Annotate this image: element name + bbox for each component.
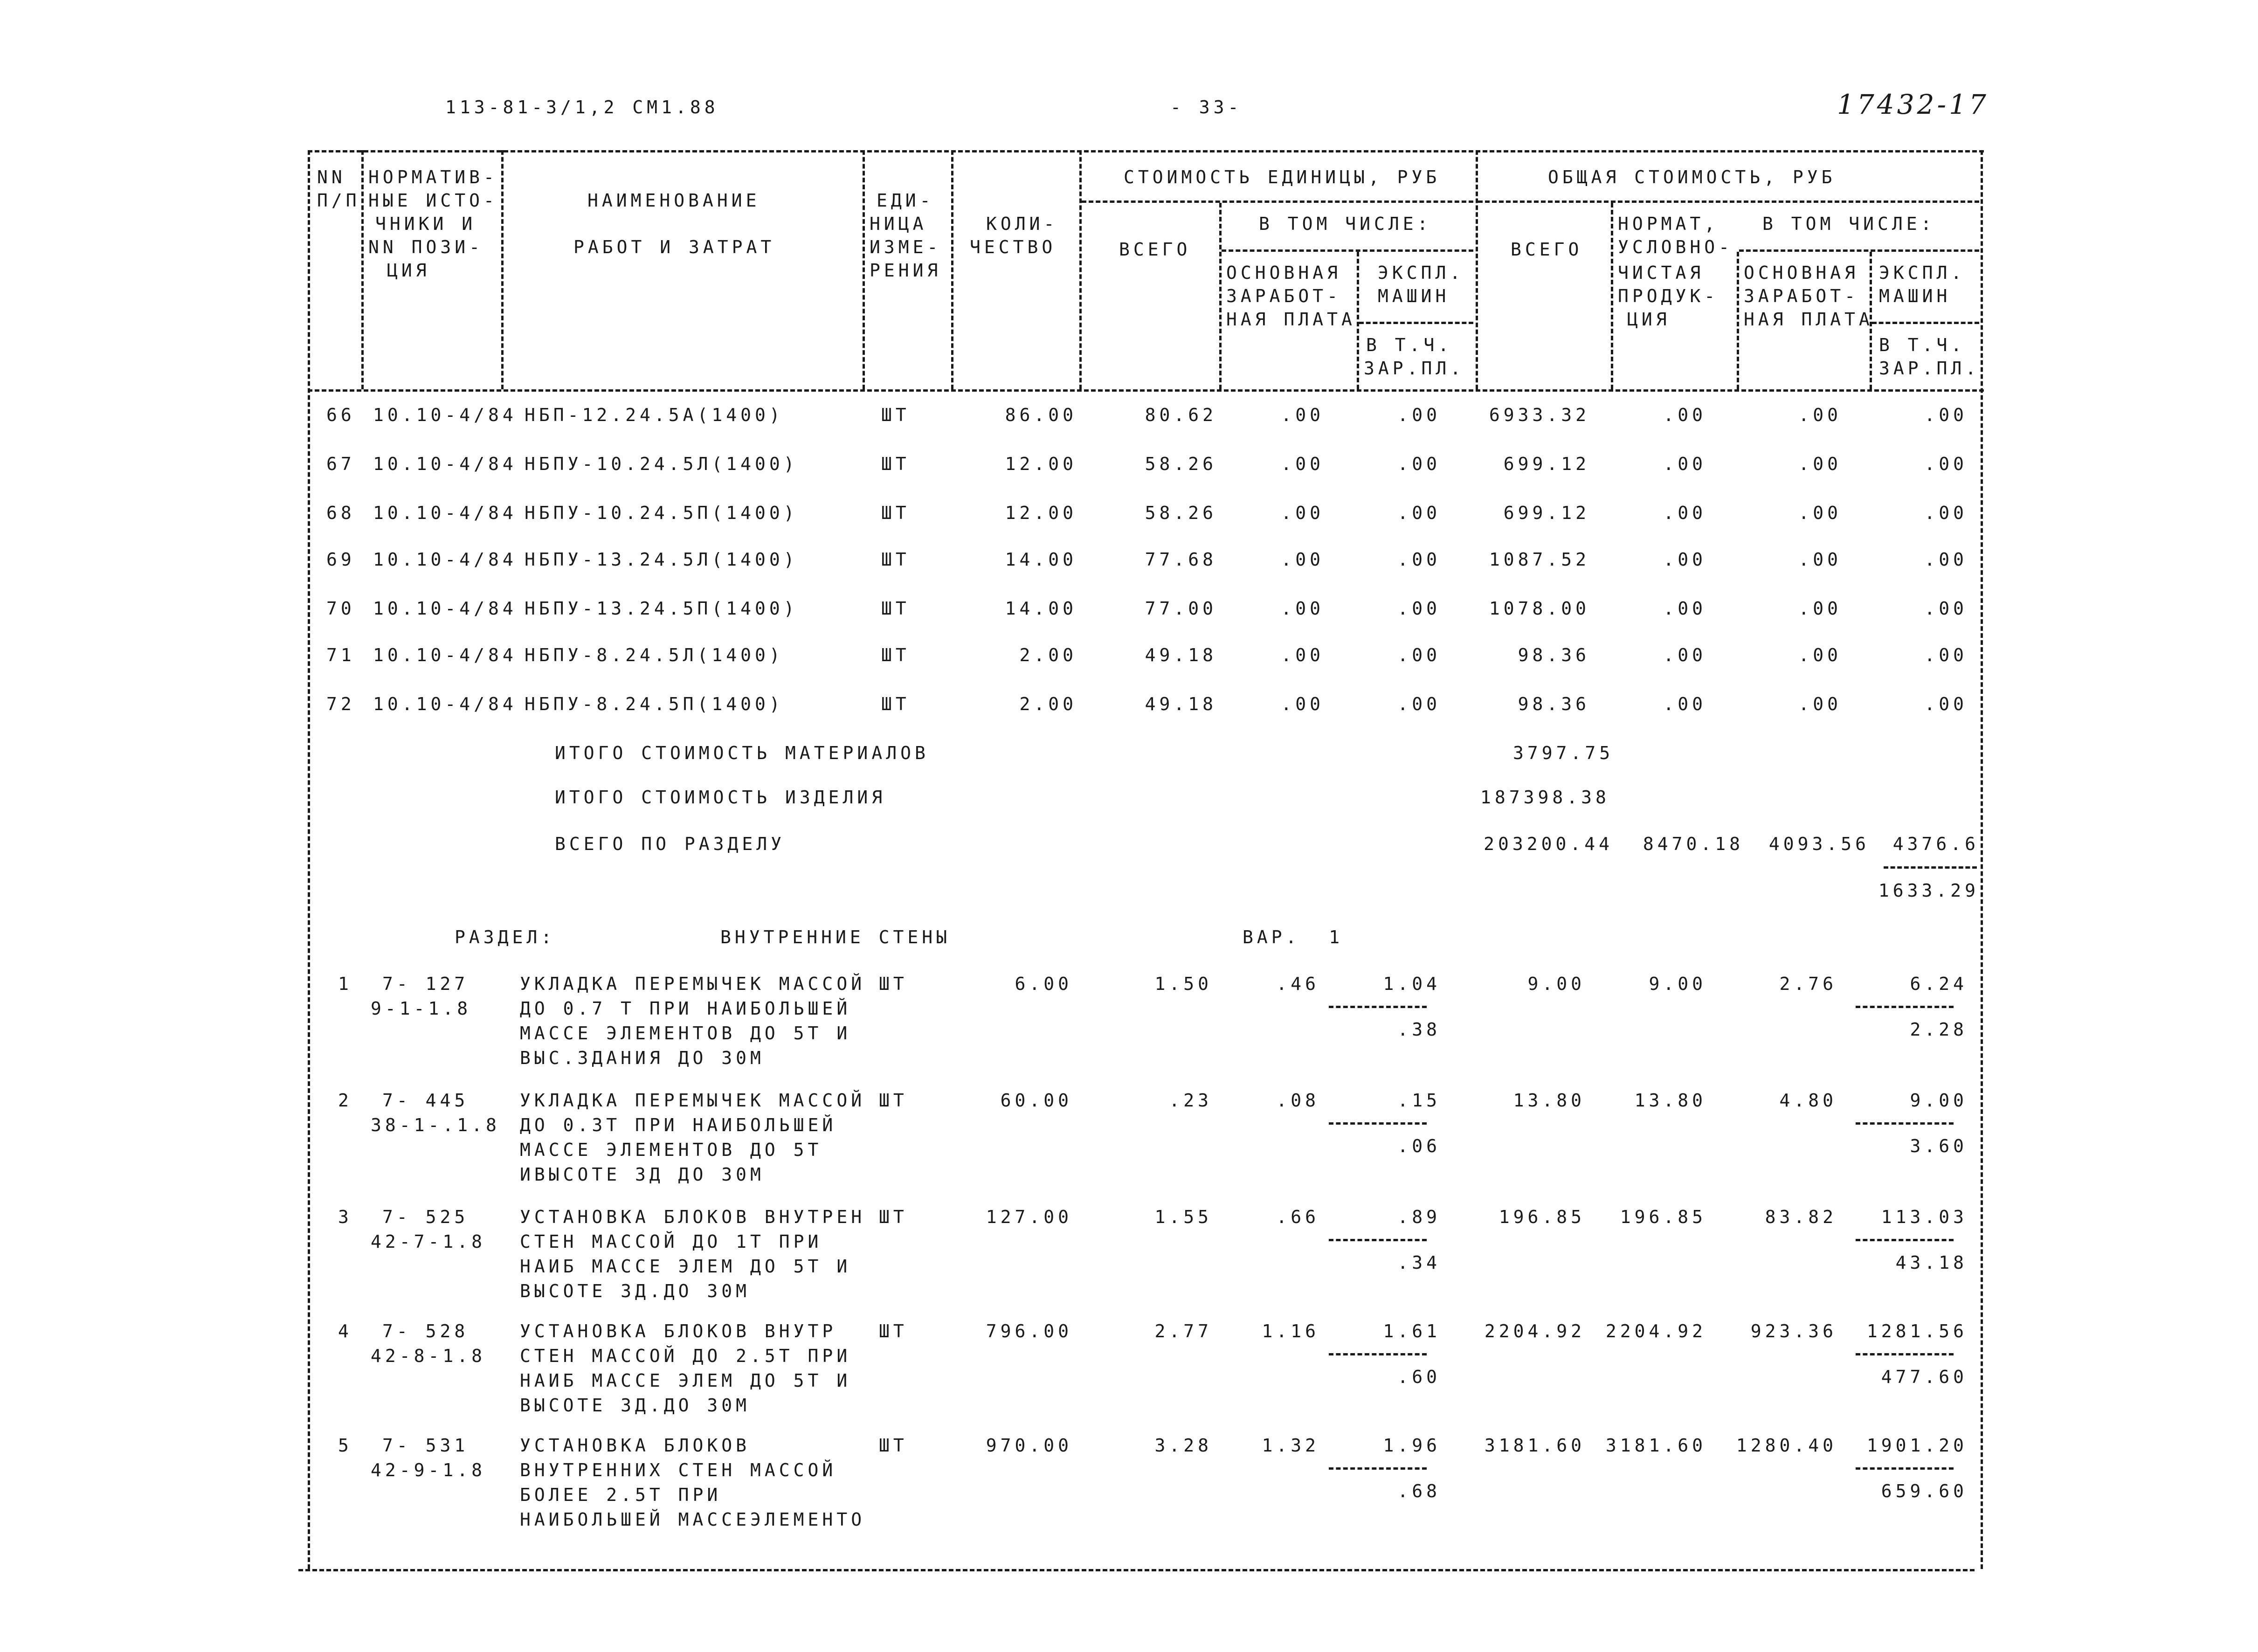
item-unit: ШТ bbox=[879, 1207, 908, 1227]
row-unit: ШТ bbox=[881, 405, 910, 425]
item-unit-machine: .89 bbox=[1397, 1207, 1441, 1227]
item-name-line: ВНУТРЕННИХ СТЕН МАССОЙ bbox=[520, 1460, 837, 1480]
col-total-wage-line2: ЗАРАБОТ- bbox=[1744, 286, 1859, 306]
row-total-machine: .00 bbox=[1924, 598, 1968, 619]
row-unit: ШТ bbox=[881, 454, 910, 474]
materials-total-label: ИТОГО СТОИМОСТЬ МАТЕРИАЛОВ bbox=[555, 743, 929, 763]
col-unit-machine-wage-line2: ЗАР.ПЛ. bbox=[1364, 358, 1465, 379]
col-total-wage-line3: НАЯ ПЛАТА bbox=[1744, 309, 1873, 330]
row-name: НБПУ-13.24.5Л(1400) bbox=[525, 549, 798, 570]
col-sep bbox=[1737, 252, 1739, 389]
row-unit-wage: .00 bbox=[1281, 405, 1324, 425]
item-unit-machine-underline bbox=[1329, 1239, 1427, 1241]
col-unit-incl: В ТОМ ЧИСЛЕ: bbox=[1259, 214, 1432, 234]
item-total-norm: 2204.92 bbox=[1605, 1321, 1706, 1341]
item-unit-machine: 1.04 bbox=[1383, 974, 1441, 994]
row-unit-wage: .00 bbox=[1281, 694, 1324, 714]
item-name-line: НАИБ МАССЕ ЭЛЕМ ДО 5Т И bbox=[520, 1256, 851, 1277]
item-normative: 7- 531 bbox=[382, 1435, 469, 1456]
col-total-machine-line2: МАШИН bbox=[1879, 286, 1951, 306]
row-total: 1078.00 bbox=[1489, 598, 1590, 619]
row-unit-wage: .00 bbox=[1281, 598, 1324, 619]
col-sep bbox=[1476, 150, 1478, 389]
item-total-norm: 3181.60 bbox=[1605, 1435, 1706, 1456]
item-unit-machine-wage: .68 bbox=[1397, 1481, 1441, 1501]
row-total-norm: .00 bbox=[1663, 454, 1706, 474]
item-name-line: УСТАНОВКА БЛОКОВ ВНУТРЕН bbox=[520, 1207, 866, 1227]
item-normative-code: 9-1-1.8 bbox=[371, 998, 472, 1019]
item-name-line: БОЛЕЕ 2.5Т ПРИ bbox=[520, 1485, 722, 1505]
row-name: НБПУ-8.24.5Л(1400) bbox=[525, 645, 784, 665]
document-code: 113-81-3/1,2 СМ1.88 bbox=[445, 97, 719, 118]
row-unit-total: 58.26 bbox=[1145, 503, 1217, 523]
item-total-machine-wage: 2.28 bbox=[1910, 1019, 1968, 1040]
row-unit: ШТ bbox=[881, 645, 910, 665]
col-normative-line3: ЧНИКИ И bbox=[375, 214, 476, 234]
item-total-norm: 13.80 bbox=[1634, 1090, 1706, 1111]
row-number: 72 bbox=[326, 694, 355, 714]
item-unit: ШТ bbox=[879, 1321, 908, 1341]
products-total-label: ИТОГО СТОИМОСТЬ ИЗДЕЛИЯ bbox=[555, 787, 886, 808]
col-total-norm-line4: ПРОДУК- bbox=[1618, 286, 1719, 306]
col-total-norm-line1: НОРМАТ, bbox=[1618, 214, 1719, 234]
row-quantity: 14.00 bbox=[1005, 598, 1077, 619]
section-norm-value: 8470.18 bbox=[1643, 834, 1744, 854]
item-number: 2 bbox=[338, 1090, 352, 1111]
item-total-machine: 9.00 bbox=[1910, 1090, 1968, 1111]
item-name-line: СТЕН МАССОЙ ДО 1Т ПРИ bbox=[520, 1231, 822, 1252]
row-quantity: 12.00 bbox=[1005, 454, 1077, 474]
item-total-machine-underline bbox=[1856, 1122, 1954, 1125]
col-total-machine-wage-line2: ЗАР.ПЛ. bbox=[1879, 358, 1980, 379]
row-number: 68 bbox=[326, 503, 355, 523]
section-machine-value: 4376.6 bbox=[1892, 834, 1979, 854]
row-quantity: 86.00 bbox=[1005, 405, 1077, 425]
col-total-wage-line1: ОСНОВНАЯ bbox=[1744, 263, 1859, 283]
item-quantity: 796.00 bbox=[986, 1321, 1072, 1341]
row-normative: 10.10-4/84 bbox=[373, 405, 517, 425]
row-normative: 10.10-4/84 bbox=[373, 454, 517, 474]
item-normative: 7- 127 bbox=[382, 974, 469, 994]
col-sep bbox=[1219, 203, 1222, 389]
row-normative: 10.10-4/84 bbox=[373, 503, 517, 523]
row-total-wage: .00 bbox=[1798, 598, 1842, 619]
item-unit-machine-underline bbox=[1329, 1467, 1427, 1470]
col-unit-cost-group: СТОИМОСТЬ ЕДИНИЦЫ, РУБ bbox=[1124, 167, 1441, 187]
header-subdivider bbox=[1082, 200, 1473, 203]
header-bottom-border bbox=[308, 389, 1984, 392]
row-quantity: 2.00 bbox=[1019, 694, 1077, 714]
col-sep bbox=[1357, 252, 1359, 389]
col-sep bbox=[863, 150, 865, 389]
row-total-wage: .00 bbox=[1798, 503, 1842, 523]
row-total: 98.36 bbox=[1518, 694, 1590, 714]
item-unit-total: 1.50 bbox=[1154, 974, 1212, 994]
item-unit-total: 2.77 bbox=[1154, 1321, 1212, 1341]
col-unit-machine-line2: МАШИН bbox=[1378, 286, 1450, 306]
item-unit-total: 1.55 bbox=[1154, 1207, 1212, 1227]
item-total-machine-underline bbox=[1856, 1239, 1954, 1241]
item-unit-wage: 1.16 bbox=[1262, 1321, 1319, 1341]
col-total-machine-wage-line1: В Т.Ч. bbox=[1879, 335, 1966, 355]
row-normative: 10.10-4/84 bbox=[373, 645, 517, 665]
item-number: 5 bbox=[338, 1435, 352, 1456]
item-name-line: УКЛАДКА ПЕРЕМЫЧЕК МАССОЙ bbox=[520, 974, 866, 994]
header-subdivider bbox=[1222, 249, 1473, 252]
col-qty-line1: КОЛИ- bbox=[986, 214, 1058, 234]
col-total-norm-line3: ЧИСТАЯ bbox=[1618, 263, 1705, 283]
item-total-machine-underline bbox=[1856, 1353, 1954, 1355]
page-number: - 33- bbox=[1170, 97, 1243, 118]
col-name-line2: РАБОТ И ЗАТРАТ bbox=[573, 237, 775, 257]
col-total-total: ВСЕГО bbox=[1511, 239, 1583, 260]
row-unit-wage: .00 bbox=[1281, 454, 1324, 474]
row-total-norm: .00 bbox=[1663, 405, 1706, 425]
item-total: 13.80 bbox=[1513, 1090, 1585, 1111]
row-name: НБПУ-8.24.5П(1400) bbox=[525, 694, 784, 714]
header-subdivider bbox=[1872, 322, 1979, 324]
row-unit-machine: .00 bbox=[1397, 503, 1441, 523]
item-unit-total: 3.28 bbox=[1154, 1435, 1212, 1456]
row-unit: ШТ bbox=[881, 598, 910, 619]
row-total-wage: .00 bbox=[1798, 645, 1842, 665]
section-title: ВНУТРЕННИЕ СТЕНЫ bbox=[720, 927, 951, 947]
item-total-wage: 1280.40 bbox=[1736, 1435, 1837, 1456]
row-unit-total: 49.18 bbox=[1145, 694, 1217, 714]
item-total-machine-underline bbox=[1856, 1467, 1954, 1470]
item-normative-code: 42-9-1.8 bbox=[371, 1460, 486, 1480]
item-total-machine-wage: 477.60 bbox=[1881, 1367, 1968, 1387]
col-sep bbox=[1079, 150, 1082, 389]
item-unit-machine: 1.61 bbox=[1383, 1321, 1441, 1341]
item-name-line: УСТАНОВКА БЛОКОВ bbox=[520, 1435, 751, 1456]
section-label: РАЗДЕЛ: bbox=[455, 927, 556, 947]
row-unit: ШТ bbox=[881, 694, 910, 714]
row-total: 98.36 bbox=[1518, 645, 1590, 665]
item-quantity: 970.00 bbox=[986, 1435, 1072, 1456]
item-unit: ШТ bbox=[879, 974, 908, 994]
item-total-wage: 83.82 bbox=[1765, 1207, 1837, 1227]
section-total-value: 203200.44 bbox=[1484, 834, 1613, 854]
section-variant: ВАР. 1 bbox=[1243, 927, 1344, 947]
item-normative-code: 38-1-.1.8 bbox=[371, 1115, 500, 1135]
item-quantity: 60.00 bbox=[1000, 1090, 1072, 1111]
item-total-machine-underline bbox=[1856, 1006, 1954, 1008]
row-unit-machine: .00 bbox=[1397, 694, 1441, 714]
row-quantity: 14.00 bbox=[1005, 549, 1077, 570]
row-total-machine: .00 bbox=[1924, 694, 1968, 714]
item-total: 2204.92 bbox=[1484, 1321, 1585, 1341]
item-total-machine-wage: 659.60 bbox=[1881, 1481, 1968, 1501]
col-unit-machine-line1: ЭКСПЛ. bbox=[1378, 263, 1464, 283]
item-normative: 7- 528 bbox=[382, 1321, 469, 1341]
item-name-line: МАССЕ ЭЛЕМЕНТОВ ДО 5Т bbox=[520, 1140, 822, 1160]
row-unit-total: 77.68 bbox=[1145, 549, 1217, 570]
row-total: 1087.52 bbox=[1489, 549, 1590, 570]
col-normative-line1: НОРМАТИВ- bbox=[368, 167, 498, 187]
item-number: 3 bbox=[338, 1207, 352, 1227]
col-unit-line4: РЕНИЯ bbox=[870, 260, 942, 281]
col-normative-line2: НЫЕ ИСТО- bbox=[368, 190, 498, 211]
item-unit: ШТ bbox=[879, 1090, 908, 1111]
row-unit-wage: .00 bbox=[1281, 549, 1324, 570]
col-normative-line4: NN ПОЗИ- bbox=[368, 237, 484, 257]
item-unit-machine-wage: .38 bbox=[1397, 1019, 1441, 1040]
row-unit-machine: .00 bbox=[1397, 454, 1441, 474]
col-sep bbox=[501, 150, 504, 389]
table-left-border bbox=[308, 150, 310, 1569]
item-total-machine-wage: 43.18 bbox=[1895, 1252, 1968, 1273]
row-total-wage: .00 bbox=[1798, 694, 1842, 714]
row-total: 6933.32 bbox=[1489, 405, 1590, 425]
item-total-machine: 1281.56 bbox=[1866, 1321, 1968, 1341]
item-quantity: 6.00 bbox=[1015, 974, 1072, 994]
row-total: 699.12 bbox=[1503, 503, 1590, 523]
table-bottom-border bbox=[298, 1569, 1975, 1571]
row-unit-total: 49.18 bbox=[1145, 645, 1217, 665]
col-total-norm-line5: ЦИЯ bbox=[1627, 309, 1671, 330]
col-unit-wage-line1: ОСНОВНАЯ bbox=[1226, 263, 1342, 283]
row-total-wage: .00 bbox=[1798, 549, 1842, 570]
header-subdivider bbox=[1739, 249, 1979, 252]
row-normative: 10.10-4/84 bbox=[373, 598, 517, 619]
item-total: 3181.60 bbox=[1484, 1435, 1585, 1456]
item-name-line: УСТАНОВКА БЛОКОВ ВНУТР bbox=[520, 1321, 837, 1341]
header-subdivider bbox=[1359, 322, 1473, 324]
item-name-line: НАИБОЛЬШЕЙ МАССЕЭЛЕМЕНТО bbox=[520, 1509, 866, 1530]
row-normative: 10.10-4/84 bbox=[373, 694, 517, 714]
item-unit-machine-underline bbox=[1329, 1006, 1427, 1008]
item-total-wage: 2.76 bbox=[1779, 974, 1837, 994]
col-unit-wage-line3: НАЯ ПЛАТА bbox=[1226, 309, 1356, 330]
section-machine-underline bbox=[1884, 866, 1977, 869]
col-normative-line5: ЦИЯ bbox=[387, 260, 430, 281]
archive-stamp: 17432-17 bbox=[1837, 89, 1989, 120]
col-unit-machine-wage-line1: В Т.Ч. bbox=[1366, 335, 1453, 355]
item-name-line: СТЕН МАССОЙ ДО 2.5Т ПРИ bbox=[520, 1346, 851, 1366]
row-total: 699.12 bbox=[1503, 454, 1590, 474]
row-total-norm: .00 bbox=[1663, 645, 1706, 665]
row-name: НБПУ-10.24.5Л(1400) bbox=[525, 454, 798, 474]
section-wage-value: 4093.56 bbox=[1768, 834, 1870, 854]
header-subdivider bbox=[1478, 200, 1979, 203]
col-unit-total: ВСЕГО bbox=[1119, 239, 1191, 260]
materials-total-value: 3797.75 bbox=[1513, 743, 1614, 763]
item-number: 1 bbox=[338, 974, 352, 994]
item-name-line: ВЫС.ЗДАНИЯ ДО 30М bbox=[520, 1048, 765, 1068]
item-unit-wage: .66 bbox=[1276, 1207, 1319, 1227]
row-unit-machine: .00 bbox=[1397, 645, 1441, 665]
col-unit-line3: ИЗМЕ- bbox=[870, 237, 942, 257]
row-unit-wage: .00 bbox=[1281, 503, 1324, 523]
item-total-machine: 113.03 bbox=[1881, 1207, 1968, 1227]
row-quantity: 12.00 bbox=[1005, 503, 1077, 523]
row-name: НБП-12.24.5А(1400) bbox=[525, 405, 784, 425]
col-total-machine-line1: ЭКСПЛ. bbox=[1879, 263, 1966, 283]
section-total-label: ВСЕГО ПО РАЗДЕЛУ bbox=[555, 834, 786, 854]
item-total-machine: 1901.20 bbox=[1866, 1435, 1968, 1456]
row-total-norm: .00 bbox=[1663, 549, 1706, 570]
col-sep bbox=[1611, 203, 1613, 389]
row-total-wage: .00 bbox=[1798, 405, 1842, 425]
item-normative: 7- 445 bbox=[382, 1090, 469, 1111]
item-name-line: ВЫСОТЕ ЗД.ДО 30М bbox=[520, 1281, 751, 1301]
item-name-line: МАССЕ ЭЛЕМЕНТОВ ДО 5Т И bbox=[520, 1023, 851, 1044]
row-number: 69 bbox=[326, 549, 355, 570]
item-unit: ШТ bbox=[879, 1435, 908, 1456]
row-total-machine: .00 bbox=[1924, 503, 1968, 523]
row-name: НБПУ-10.24.5П(1400) bbox=[525, 503, 798, 523]
item-unit-wage: .08 bbox=[1276, 1090, 1319, 1111]
row-total-machine: .00 bbox=[1924, 645, 1968, 665]
item-number: 4 bbox=[338, 1321, 352, 1341]
item-name-line: ДО 0.7 Т ПРИ НАИБОЛЬШЕЙ bbox=[520, 998, 851, 1019]
col-sep bbox=[951, 150, 953, 389]
item-normative-code: 42-7-1.8 bbox=[371, 1231, 486, 1252]
col-sep bbox=[361, 150, 364, 389]
row-unit: ШТ bbox=[881, 503, 910, 523]
row-unit-total: 58.26 bbox=[1145, 454, 1217, 474]
row-number: 67 bbox=[326, 454, 355, 474]
item-unit-machine-underline bbox=[1329, 1122, 1427, 1125]
col-qty-line2: ЧЕСТВО bbox=[970, 237, 1056, 257]
item-unit-machine-wage: .60 bbox=[1397, 1367, 1441, 1387]
row-unit-total: 80.62 bbox=[1145, 405, 1217, 425]
row-number: 66 bbox=[326, 405, 355, 425]
col-unit-line1: ЕДИ- bbox=[877, 190, 934, 211]
row-total-wage: .00 bbox=[1798, 454, 1842, 474]
item-total: 196.85 bbox=[1498, 1207, 1585, 1227]
item-total-wage: 4.80 bbox=[1779, 1090, 1837, 1111]
row-unit-machine: .00 bbox=[1397, 405, 1441, 425]
item-name-line: ВЫСОТЕ ЗД.ДО 30М bbox=[520, 1395, 751, 1416]
item-total-norm: 9.00 bbox=[1649, 974, 1706, 994]
col-total-cost-group: ОБЩАЯ СТОИМОСТЬ, РУБ bbox=[1548, 167, 1836, 187]
col-unit-line2: НИЦА bbox=[870, 214, 927, 234]
item-total-machine-wage: 3.60 bbox=[1910, 1136, 1968, 1156]
item-normative-code: 42-8-1.8 bbox=[371, 1346, 486, 1366]
section-machine-wage-value: 1633.29 bbox=[1878, 880, 1979, 901]
item-unit-machine-wage: .06 bbox=[1397, 1136, 1441, 1156]
item-unit-wage: .46 bbox=[1276, 974, 1319, 994]
item-name-line: ИВЫСОТЕ ЗД ДО 30М bbox=[520, 1164, 765, 1185]
table-right-border bbox=[1981, 150, 1983, 1569]
table-top-border bbox=[308, 150, 1984, 152]
col-name-line1: НАИМЕНОВАНИЕ bbox=[587, 190, 760, 211]
row-unit-wage: .00 bbox=[1281, 645, 1324, 665]
item-unit-total: .23 bbox=[1169, 1090, 1212, 1111]
item-name-line: НАИБ МАССЕ ЭЛЕМ ДО 5Т И bbox=[520, 1370, 851, 1391]
col-total-incl: В ТОМ ЧИСЛЕ: bbox=[1762, 214, 1935, 234]
item-quantity: 127.00 bbox=[986, 1207, 1072, 1227]
row-total-machine: .00 bbox=[1924, 454, 1968, 474]
row-total-norm: .00 bbox=[1663, 598, 1706, 619]
row-total-norm: .00 bbox=[1663, 503, 1706, 523]
row-name: НБПУ-13.24.5П(1400) bbox=[525, 598, 798, 619]
item-normative: 7- 525 bbox=[382, 1207, 469, 1227]
row-total-machine: .00 bbox=[1924, 549, 1968, 570]
row-total-machine: .00 bbox=[1924, 405, 1968, 425]
item-unit-machine-wage: .34 bbox=[1397, 1252, 1441, 1273]
row-unit-machine: .00 bbox=[1397, 598, 1441, 619]
row-quantity: 2.00 bbox=[1019, 645, 1077, 665]
row-normative: 10.10-4/84 bbox=[373, 549, 517, 570]
item-unit-wage: 1.32 bbox=[1262, 1435, 1319, 1456]
item-total-norm: 196.85 bbox=[1620, 1207, 1706, 1227]
col-unit-wage-line2: ЗАРАБОТ- bbox=[1226, 286, 1342, 306]
row-number: 71 bbox=[326, 645, 355, 665]
col-total-norm-line2: УСЛОВНО- bbox=[1618, 237, 1733, 257]
row-total-norm: .00 bbox=[1663, 694, 1706, 714]
item-total-machine: 6.24 bbox=[1910, 974, 1968, 994]
col-nn-line2: П/П bbox=[317, 190, 360, 211]
item-unit-machine: 1.96 bbox=[1383, 1435, 1441, 1456]
item-unit-machine: .15 bbox=[1397, 1090, 1441, 1111]
item-total: 9.00 bbox=[1527, 974, 1585, 994]
item-name-line: ДО 0.3Т ПРИ НАИБОЛЬШЕЙ bbox=[520, 1115, 837, 1135]
products-total-value: 187398.38 bbox=[1480, 787, 1610, 808]
row-number: 70 bbox=[326, 598, 355, 619]
item-total-wage: 923.36 bbox=[1750, 1321, 1837, 1341]
item-unit-machine-underline bbox=[1329, 1353, 1427, 1355]
row-unit-total: 77.00 bbox=[1145, 598, 1217, 619]
row-unit: ШТ bbox=[881, 549, 910, 570]
item-name-line: УКЛАДКА ПЕРЕМЫЧЕК МАССОЙ bbox=[520, 1090, 866, 1111]
row-unit-machine: .00 bbox=[1397, 549, 1441, 570]
col-nn-line1: NN bbox=[317, 167, 346, 187]
